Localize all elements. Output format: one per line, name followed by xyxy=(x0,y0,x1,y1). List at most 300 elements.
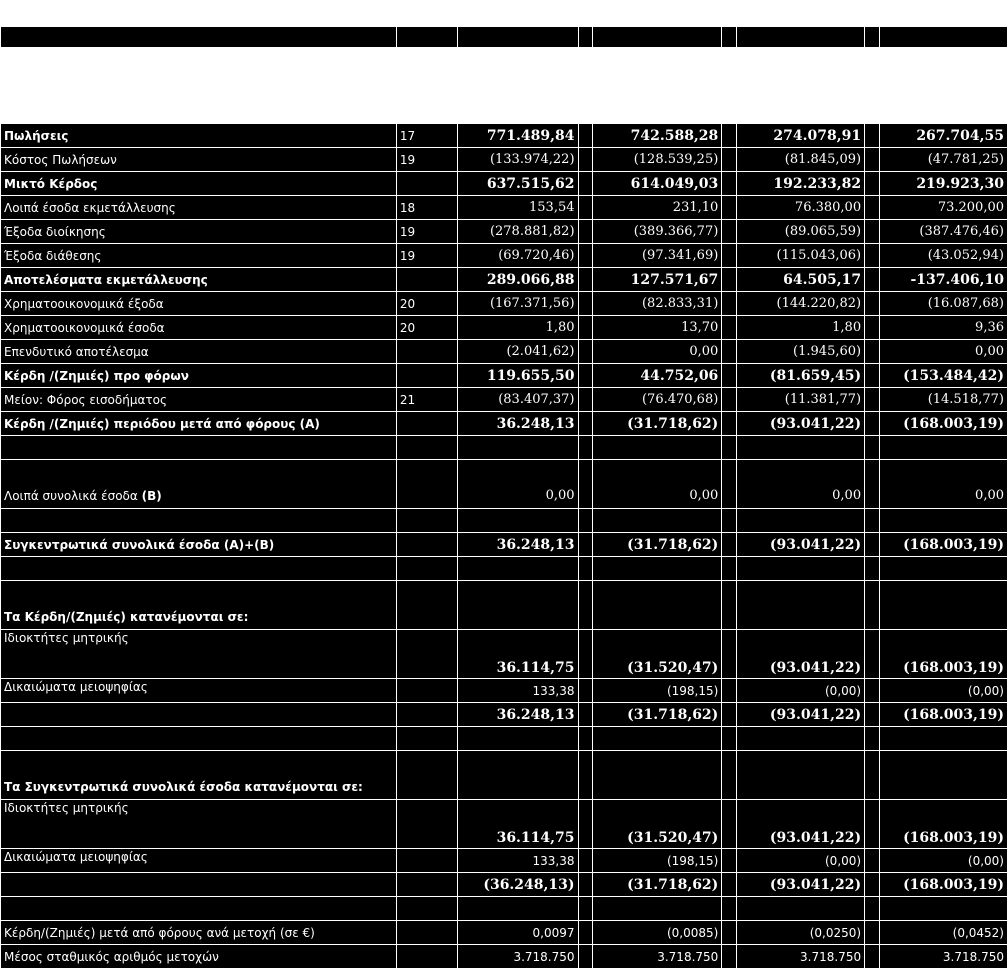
statement-row xyxy=(1,340,1008,364)
column-gap xyxy=(865,388,880,412)
blank-label xyxy=(1,727,397,751)
value-col-2 xyxy=(593,509,722,533)
column-gap xyxy=(865,751,880,800)
column-gap xyxy=(865,849,880,873)
income_alloc-title-row xyxy=(1,751,1008,800)
note-cell xyxy=(396,509,457,533)
value-col-4: 73.200,00 xyxy=(880,196,1008,220)
value-col-4 xyxy=(880,751,1008,800)
value-col-1 xyxy=(457,897,578,921)
note-ref xyxy=(396,268,457,292)
column-gap xyxy=(578,533,593,557)
row-label: Έξοδα διοίκησης xyxy=(1,220,397,244)
column-gap xyxy=(578,412,593,436)
blank-label xyxy=(1,557,397,581)
allocation-title: Τα Κέρδη/(Ζημιές) κατανέμονται σε: xyxy=(1,581,397,630)
note-cell xyxy=(396,557,457,581)
shares-row xyxy=(1,945,1008,969)
value-col-2: (82.833,31) xyxy=(593,292,722,316)
note-cell xyxy=(396,581,457,630)
value-col-3: (89.065,59) xyxy=(737,220,865,244)
value-col-4: (47.781,25) xyxy=(880,148,1008,172)
note-ref: 17 xyxy=(396,124,457,148)
column-gap xyxy=(865,921,880,945)
value-col-3: (93.041,22) xyxy=(737,873,865,897)
note-ref: 19 xyxy=(396,244,457,268)
value-col-4: (168.003,19) xyxy=(880,873,1008,897)
column-gap xyxy=(865,316,880,340)
column-gap xyxy=(865,703,880,727)
column-gap xyxy=(865,581,880,630)
note-cell xyxy=(396,873,457,897)
note-ref: 20 xyxy=(396,316,457,340)
allocation-title: Τα Συγκεντρωτικά συνολικά έσοδα κατανέμονται σε: xyxy=(1,751,397,800)
value-col-1: 3.718.750 xyxy=(457,945,578,969)
column-gap xyxy=(865,244,880,268)
column-gap xyxy=(865,436,880,460)
note-cell xyxy=(396,703,457,727)
column-gap xyxy=(865,124,880,148)
value-col-2 xyxy=(593,897,722,921)
other-income-tag: (Β) xyxy=(141,489,162,503)
value-col-3: (144.220,82) xyxy=(737,292,865,316)
column-gap xyxy=(578,388,593,412)
statement-row xyxy=(1,316,1008,340)
column-gap xyxy=(722,533,737,557)
value-col-1: 0,0097 xyxy=(457,921,578,945)
value-col-4: (0,0452) xyxy=(880,921,1008,945)
value-col-1: 36.248,13 xyxy=(457,533,578,557)
total-income-label: Συγκεντρωτικά συνολικά έσοδα (Α)+(Β) xyxy=(1,533,397,557)
row-label: Επενδυτικό αποτέλεσμα xyxy=(1,340,397,364)
row-label: Έξοδα διάθεσης xyxy=(1,244,397,268)
value-col-3 xyxy=(737,897,865,921)
value-col-3: (0,00) xyxy=(737,679,865,703)
column-gap xyxy=(722,220,737,244)
statement-row xyxy=(1,148,1008,172)
other-income-row xyxy=(1,460,1008,509)
blank-row xyxy=(1,897,1008,921)
column-gap xyxy=(722,340,737,364)
column-gap xyxy=(865,509,880,533)
column-gap xyxy=(722,124,737,148)
column-gap xyxy=(578,581,593,630)
note-cell xyxy=(396,849,457,873)
note-ref: 21 xyxy=(396,388,457,412)
eps-label: Κέρδη/(Ζημιές) μετά από φόρους ανά μετοχή (σε €) xyxy=(1,921,397,945)
row-label: Χρηματοοικονομικά έξοδα xyxy=(1,292,397,316)
column-gap xyxy=(578,921,593,945)
value-col-2: (31.718,62) xyxy=(593,873,722,897)
column-gap xyxy=(578,268,593,292)
statement-row xyxy=(1,220,1008,244)
column-gap xyxy=(578,509,593,533)
value-col-3: 3.718.750 xyxy=(737,945,865,969)
column-gap xyxy=(865,679,880,703)
value-col-1: (278.881,82) xyxy=(457,220,578,244)
value-col-2: 742.588,28 xyxy=(593,124,722,148)
row-label: Μείον: Φόρος εισοδήματος xyxy=(1,388,397,412)
column-gap xyxy=(722,412,737,436)
column-gap xyxy=(865,460,880,509)
column-gap xyxy=(722,148,737,172)
note-cell xyxy=(396,945,457,969)
value-col-2: (198,15) xyxy=(593,679,722,703)
column-gap xyxy=(865,148,880,172)
other-income-label xyxy=(1,460,397,509)
value-col-2: (128.539,25) xyxy=(593,148,722,172)
note-ref: 19 xyxy=(396,220,457,244)
value-col-1 xyxy=(457,727,578,751)
note-cell xyxy=(396,460,457,509)
column-gap xyxy=(865,340,880,364)
column-gap xyxy=(578,220,593,244)
value-col-3: (93.041,22) xyxy=(737,412,865,436)
column-gap xyxy=(722,316,737,340)
column-gap xyxy=(722,945,737,969)
value-col-4: (387.476,46) xyxy=(880,220,1008,244)
value-col-4 xyxy=(880,897,1008,921)
row-label: Αποτελέσματα εκμετάλλευσης xyxy=(1,268,397,292)
column-gap xyxy=(865,364,880,388)
column-gap xyxy=(578,316,593,340)
value-col-2: (97.341,69) xyxy=(593,244,722,268)
value-col-3: 1,80 xyxy=(737,316,865,340)
statement-row xyxy=(1,172,1008,196)
column-gap xyxy=(865,800,880,849)
value-col-4: 267.704,55 xyxy=(880,124,1008,148)
column-gap xyxy=(578,800,593,849)
value-col-2: (31.520,47) xyxy=(593,800,722,849)
column-gap xyxy=(865,630,880,679)
value-col-1: 1,80 xyxy=(457,316,578,340)
owners-label: Ιδιοκτήτες μητρικής xyxy=(1,630,397,679)
note-cell xyxy=(396,436,457,460)
column-gap xyxy=(578,196,593,220)
column-gap xyxy=(865,873,880,897)
value-col-3: (0,0250) xyxy=(737,921,865,945)
column-gap xyxy=(722,727,737,751)
value-col-2: (31.718,62) xyxy=(593,533,722,557)
value-col-4: (168.003,19) xyxy=(880,800,1008,849)
blank-label xyxy=(1,509,397,533)
value-col-2: 0,00 xyxy=(593,460,722,509)
column-gap xyxy=(578,873,593,897)
column-gap xyxy=(578,557,593,581)
value-col-4: -137.406,10 xyxy=(880,268,1008,292)
value-col-2: 614.049,03 xyxy=(593,172,722,196)
value-col-3: (81.845,09) xyxy=(737,148,865,172)
column-gap xyxy=(578,460,593,509)
column-gap xyxy=(722,849,737,873)
value-col-2: 0,00 xyxy=(593,340,722,364)
income-statement-table xyxy=(0,26,1008,969)
value-col-3 xyxy=(737,509,865,533)
value-col-3: 76.380,00 xyxy=(737,196,865,220)
value-col-3: (1.945,60) xyxy=(737,340,865,364)
column-gap xyxy=(722,581,737,630)
note-cell xyxy=(396,727,457,751)
value-col-4: (0,00) xyxy=(880,849,1008,873)
value-col-4: (16.087,68) xyxy=(880,292,1008,316)
value-col-4 xyxy=(880,436,1008,460)
value-col-4 xyxy=(880,509,1008,533)
income_alloc-total-row xyxy=(1,873,1008,897)
column-gap xyxy=(722,196,737,220)
value-col-4: (153.484,42) xyxy=(880,364,1008,388)
profit_alloc-title-row xyxy=(1,581,1008,630)
blank-row xyxy=(1,557,1008,581)
column-gap xyxy=(578,849,593,873)
column-gap xyxy=(865,945,880,969)
value-col-4 xyxy=(880,557,1008,581)
value-col-3: 274.078,91 xyxy=(737,124,865,148)
value-col-1: 36.114,75 xyxy=(457,630,578,679)
value-col-4: (0,00) xyxy=(880,679,1008,703)
note-ref xyxy=(396,364,457,388)
value-col-4: (168.003,19) xyxy=(880,412,1008,436)
note-cell xyxy=(396,533,457,557)
column-gap xyxy=(722,509,737,533)
value-col-4 xyxy=(880,581,1008,630)
spacer-row xyxy=(1,48,1008,124)
minority-label: Δικαιώματα μειοψηφίας xyxy=(1,679,397,703)
column-gap xyxy=(578,727,593,751)
column-gap xyxy=(865,292,880,316)
row-label: Μικτό Κέρδος xyxy=(1,172,397,196)
value-col-4: (14.518,77) xyxy=(880,388,1008,412)
column-gap xyxy=(865,196,880,220)
statement-row xyxy=(1,268,1008,292)
income_alloc-minority-row xyxy=(1,849,1008,873)
value-col-1: 289.066,88 xyxy=(457,268,578,292)
value-col-3: (93.041,22) xyxy=(737,800,865,849)
other-income-text: Λοιπά συνολικά έσοδα xyxy=(4,489,142,503)
row-label: Κέρδη /(Ζημιές) προ φόρων xyxy=(1,364,397,388)
value-col-1 xyxy=(457,581,578,630)
value-col-3: 192.233,82 xyxy=(737,172,865,196)
value-col-4: (43.052,94) xyxy=(880,244,1008,268)
value-col-3: (0,00) xyxy=(737,849,865,873)
blank-row xyxy=(1,436,1008,460)
column-gap xyxy=(722,268,737,292)
statement-row xyxy=(1,388,1008,412)
row-label: Κέρδη /(Ζημιές) περιόδου μετά από φόρους (Α) xyxy=(1,412,397,436)
note-cell xyxy=(396,921,457,945)
column-gap xyxy=(578,244,593,268)
value-col-2: 127.571,67 xyxy=(593,268,722,292)
value-col-1: 36.248,13 xyxy=(457,703,578,727)
profit_alloc-total-row xyxy=(1,703,1008,727)
column-gap xyxy=(722,292,737,316)
row-label: Λοιπά έσοδα εκμετάλλευσης xyxy=(1,196,397,220)
column-gap xyxy=(722,172,737,196)
value-col-3 xyxy=(737,557,865,581)
value-col-1 xyxy=(457,509,578,533)
column-gap xyxy=(722,800,737,849)
value-col-1: (2.041,62) xyxy=(457,340,578,364)
value-col-4: (168.003,19) xyxy=(880,703,1008,727)
value-col-4: 219.923,30 xyxy=(880,172,1008,196)
column-gap xyxy=(722,630,737,679)
value-col-2: 231,10 xyxy=(593,196,722,220)
value-col-3: (115.043,06) xyxy=(737,244,865,268)
value-col-3: 64.505,17 xyxy=(737,268,865,292)
value-col-1: (83.407,37) xyxy=(457,388,578,412)
row-label: Πωλήσεις xyxy=(1,124,397,148)
header-row xyxy=(1,27,1008,48)
column-gap xyxy=(722,679,737,703)
minority-label: Δικαιώματα μειοψηφίας xyxy=(1,849,397,873)
value-col-1: 133,38 xyxy=(457,849,578,873)
column-gap xyxy=(865,412,880,436)
allocation-total-label xyxy=(1,873,397,897)
eps-row xyxy=(1,921,1008,945)
column-gap xyxy=(722,751,737,800)
note-cell xyxy=(396,630,457,679)
value-col-1: 36.114,75 xyxy=(457,800,578,849)
blank-label xyxy=(1,897,397,921)
column-gap xyxy=(865,727,880,751)
statement-row xyxy=(1,124,1008,148)
blank-label xyxy=(1,436,397,460)
value-col-1: 36.248,13 xyxy=(457,412,578,436)
column-gap xyxy=(722,557,737,581)
income_alloc-owners-row xyxy=(1,800,1008,849)
value-col-1 xyxy=(457,436,578,460)
value-col-2 xyxy=(593,751,722,800)
value-col-2: (31.520,47) xyxy=(593,630,722,679)
column-gap xyxy=(722,921,737,945)
column-gap xyxy=(578,124,593,148)
column-gap xyxy=(578,436,593,460)
value-col-1: (133.974,22) xyxy=(457,148,578,172)
statement-row xyxy=(1,292,1008,316)
column-gap xyxy=(578,679,593,703)
note-ref xyxy=(396,172,457,196)
column-gap xyxy=(722,460,737,509)
value-col-1 xyxy=(457,751,578,800)
owners-label: Ιδιοκτήτες μητρικής xyxy=(1,800,397,849)
value-col-4: (168.003,19) xyxy=(880,630,1008,679)
value-col-4: 3.718.750 xyxy=(880,945,1008,969)
column-gap xyxy=(578,364,593,388)
value-col-4: 0,00 xyxy=(880,460,1008,509)
note-cell xyxy=(396,679,457,703)
value-col-1 xyxy=(457,557,578,581)
value-col-4: (168.003,19) xyxy=(880,533,1008,557)
column-gap xyxy=(578,897,593,921)
statement-row xyxy=(1,196,1008,220)
value-col-3: (81.659,45) xyxy=(737,364,865,388)
column-gap xyxy=(722,364,737,388)
value-col-1: (36.248,13) xyxy=(457,873,578,897)
column-gap xyxy=(865,172,880,196)
blank-row xyxy=(1,509,1008,533)
value-col-1: 0,00 xyxy=(457,460,578,509)
column-gap xyxy=(578,703,593,727)
row-label: Χρηματοοικονομικά έσοδα xyxy=(1,316,397,340)
column-gap xyxy=(722,873,737,897)
column-gap xyxy=(578,292,593,316)
value-col-2: 3.718.750 xyxy=(593,945,722,969)
value-col-3 xyxy=(737,751,865,800)
column-gap xyxy=(865,557,880,581)
value-col-4 xyxy=(880,727,1008,751)
value-col-2: (76.470,68) xyxy=(593,388,722,412)
statement-row xyxy=(1,412,1008,436)
column-gap xyxy=(722,897,737,921)
value-col-2 xyxy=(593,581,722,630)
column-gap xyxy=(722,244,737,268)
value-col-2: (31.718,62) xyxy=(593,703,722,727)
value-col-3: 0,00 xyxy=(737,460,865,509)
column-gap xyxy=(865,897,880,921)
column-gap xyxy=(722,703,737,727)
value-col-3: (93.041,22) xyxy=(737,533,865,557)
value-col-2: 13,70 xyxy=(593,316,722,340)
column-gap xyxy=(865,268,880,292)
note-cell xyxy=(396,751,457,800)
value-col-3: (93.041,22) xyxy=(737,630,865,679)
column-gap xyxy=(578,172,593,196)
value-col-3: (93.041,22) xyxy=(737,703,865,727)
profit_alloc-minority-row xyxy=(1,679,1008,703)
column-gap xyxy=(865,533,880,557)
value-col-1: 133,38 xyxy=(457,679,578,703)
value-col-3 xyxy=(737,436,865,460)
column-gap xyxy=(722,388,737,412)
total-income-row xyxy=(1,533,1008,557)
note-ref: 19 xyxy=(396,148,457,172)
blank-row xyxy=(1,727,1008,751)
row-label: Κόστος Πωλήσεων xyxy=(1,148,397,172)
value-col-3 xyxy=(737,581,865,630)
note-cell xyxy=(396,897,457,921)
column-gap xyxy=(578,751,593,800)
column-gap xyxy=(865,220,880,244)
shares-label: Μέσος σταθμικός αριθμός μετοχών xyxy=(1,945,397,969)
value-col-2 xyxy=(593,557,722,581)
value-col-3: (11.381,77) xyxy=(737,388,865,412)
column-gap xyxy=(578,148,593,172)
allocation-total-label xyxy=(1,703,397,727)
column-gap xyxy=(578,630,593,679)
note-ref xyxy=(396,412,457,436)
value-col-2 xyxy=(593,436,722,460)
value-col-2: (389.366,77) xyxy=(593,220,722,244)
note-ref: 20 xyxy=(396,292,457,316)
value-col-4: 0,00 xyxy=(880,340,1008,364)
value-col-1: 153,54 xyxy=(457,196,578,220)
column-gap xyxy=(578,340,593,364)
value-col-4: 9,36 xyxy=(880,316,1008,340)
value-col-1: (69.720,46) xyxy=(457,244,578,268)
value-col-2: (0,0085) xyxy=(593,921,722,945)
value-col-1: 119.655,50 xyxy=(457,364,578,388)
value-col-1: 637.515,62 xyxy=(457,172,578,196)
value-col-3 xyxy=(737,727,865,751)
value-col-2: (198,15) xyxy=(593,849,722,873)
note-ref: 18 xyxy=(396,196,457,220)
profit_alloc-owners-row xyxy=(1,630,1008,679)
note-ref xyxy=(396,340,457,364)
value-col-2 xyxy=(593,727,722,751)
column-gap xyxy=(578,945,593,969)
column-gap xyxy=(722,436,737,460)
note-cell xyxy=(396,800,457,849)
statement-row xyxy=(1,244,1008,268)
